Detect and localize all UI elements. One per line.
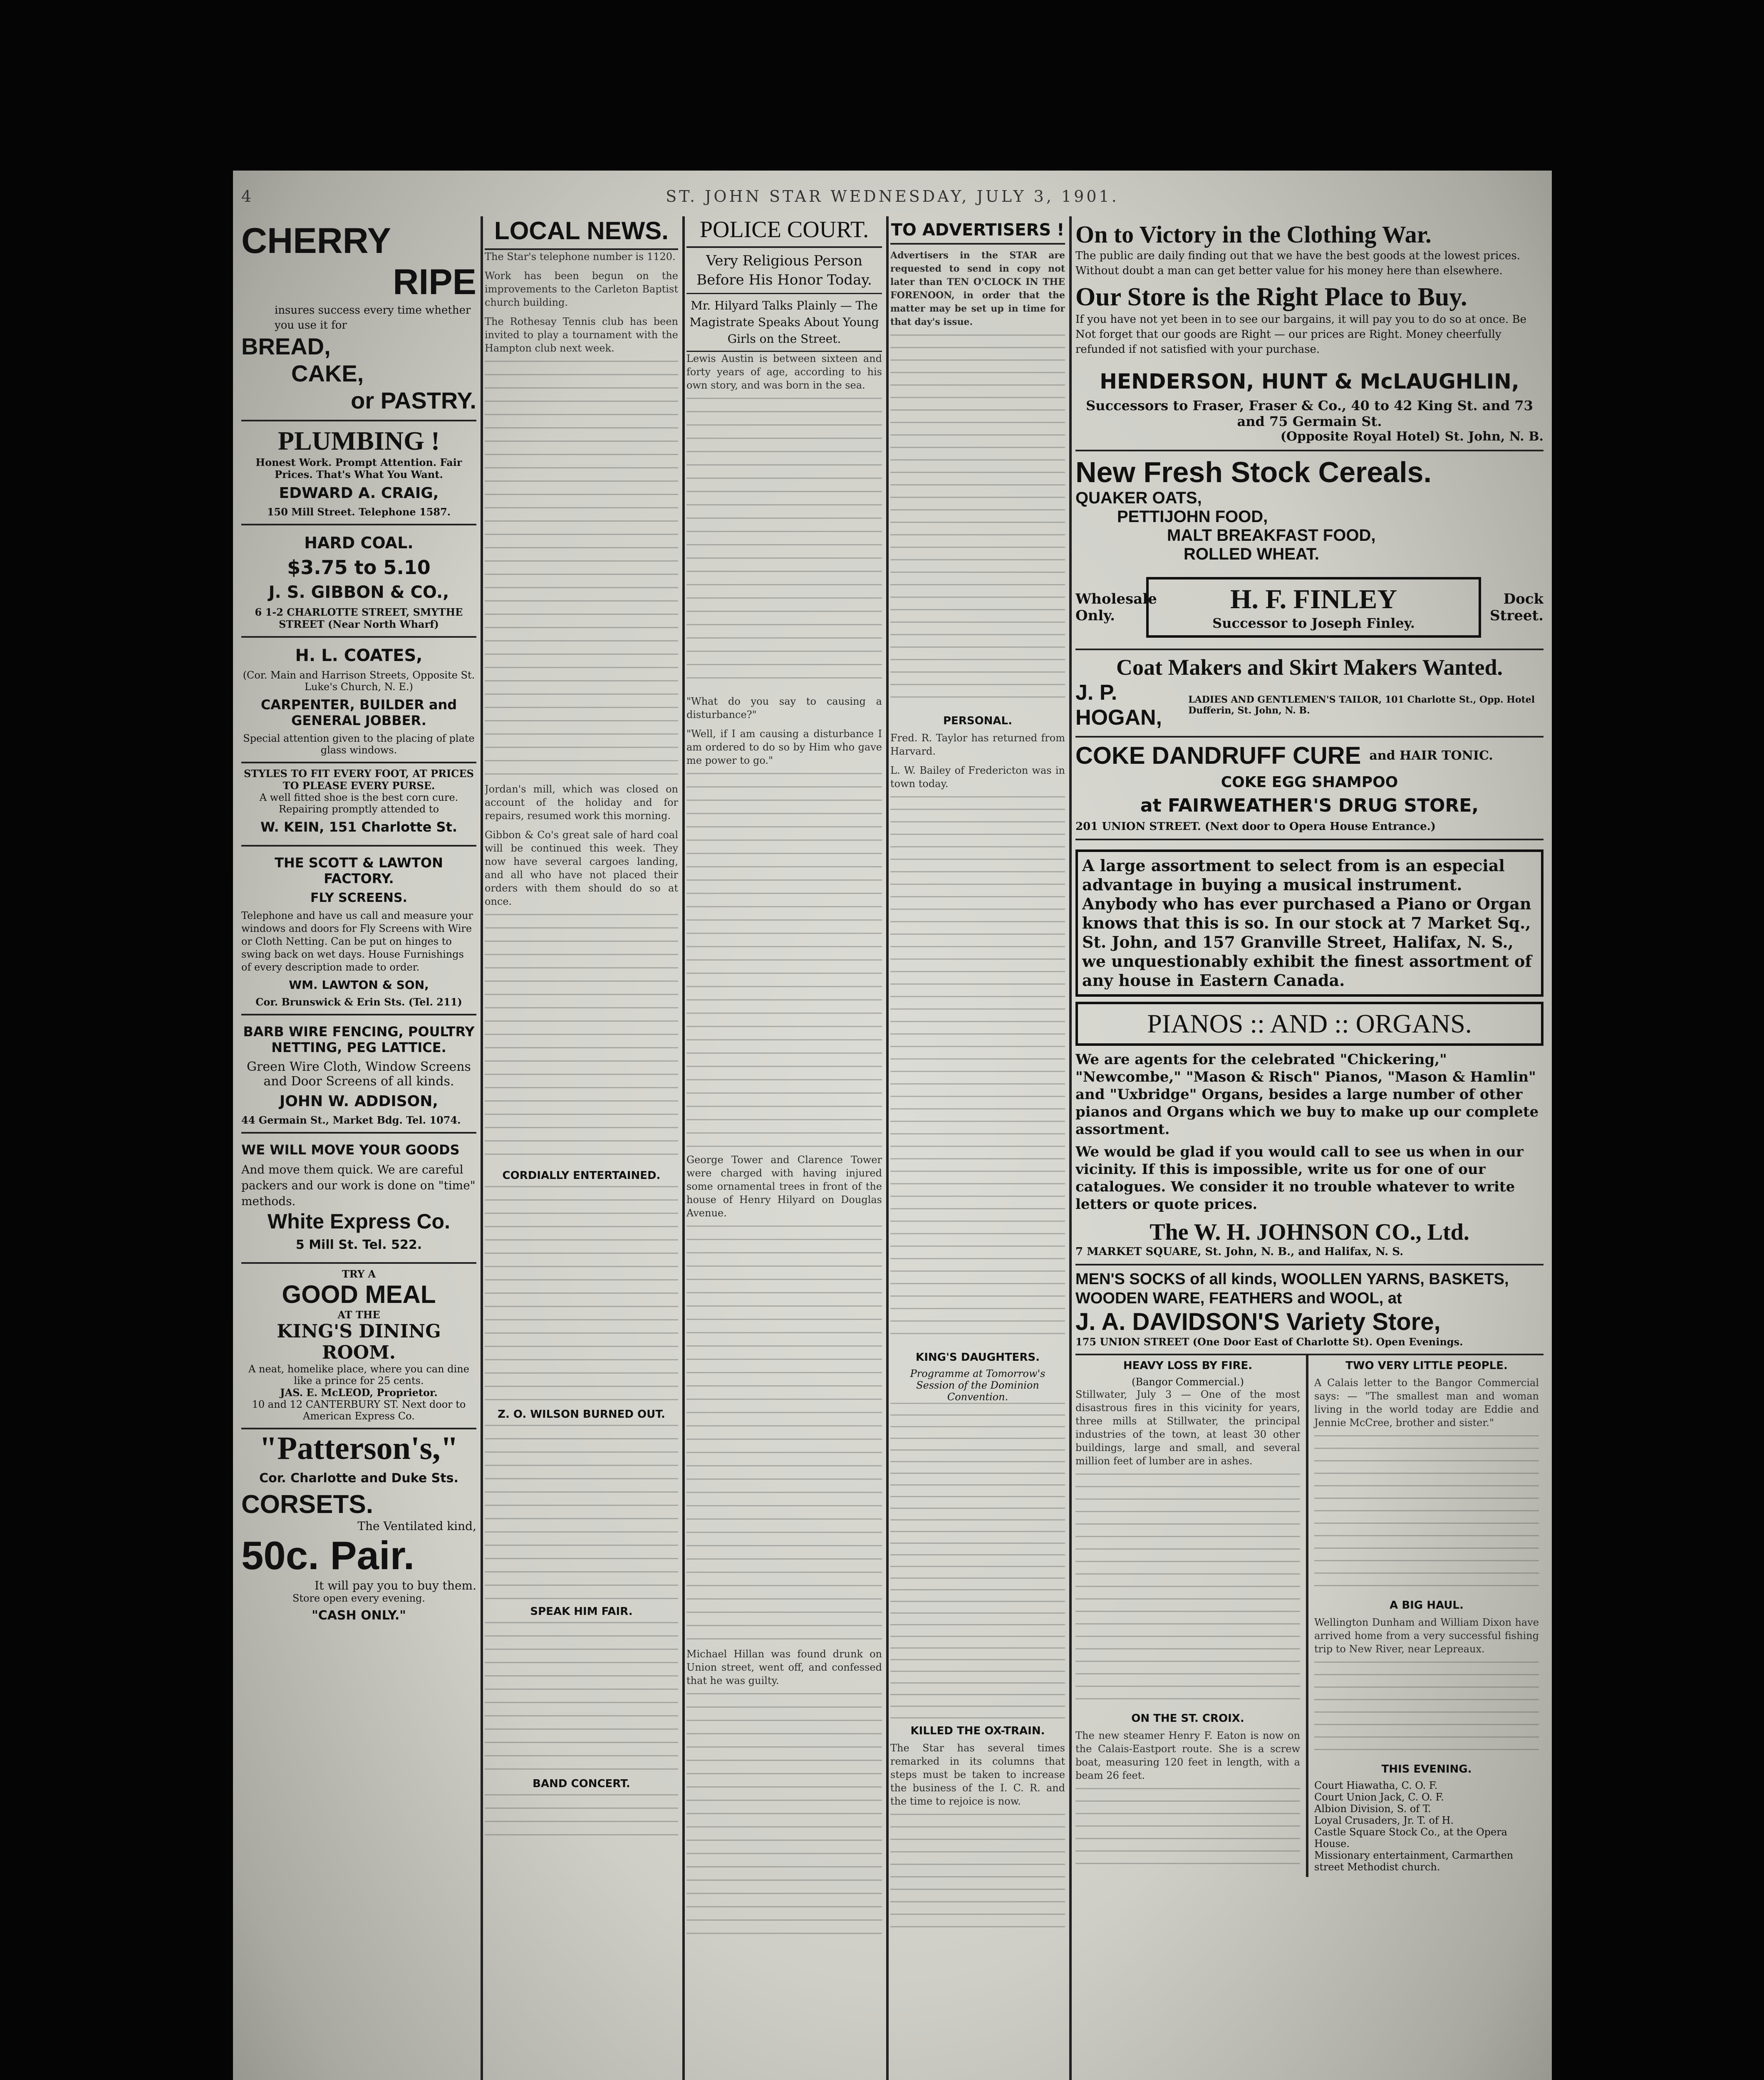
personal-paragraph: L. W. Bailey of Fredericton was in town today. bbox=[890, 765, 1065, 790]
evening-title: THIS EVENING. bbox=[1381, 1763, 1472, 1775]
news-column-left bbox=[1075, 1355, 1300, 1877]
lawton-name: WM. LAWTON & SON, bbox=[289, 978, 429, 992]
advertisers-title: TO ADVERTISERS ! bbox=[890, 220, 1065, 245]
coal-ad bbox=[241, 525, 476, 638]
killed-paragraph: The Star has several times remarked in its columns that steps must be taken to increase the business of the I. C. R. and the time to rejoice is now. bbox=[890, 1742, 1065, 1807]
hogan-sub: LADIES AND GENTLEMEN'S TAILOR, 101 Charlotte St., Opp. Hotel Dufferin, St. John, N. B. bbox=[1188, 694, 1535, 716]
kein-name: W. KEIN, 151 Charlotte St. bbox=[260, 819, 458, 835]
at-the-line: AT THE bbox=[337, 1309, 380, 1321]
styles-line: STYLES TO FIT EVERY FOOT, AT PRICES TO PLEASE EVERY PURSE. bbox=[244, 768, 474, 792]
police-paragraph: George Tower and Clarence Tower were charged with having injured some ornamental trees in front of the house of Henry Hilyard on Douglas Avenue. bbox=[686, 1154, 882, 1219]
wholesale-label: Wholesale Only. bbox=[1075, 591, 1157, 624]
barb-text: Green Wire Cloth, Window Screens and Door Screens of all kinds. bbox=[247, 1060, 471, 1089]
kein-ad bbox=[241, 763, 476, 847]
evening-item: Missionary entertainment, Carmarthen street Methodist church. bbox=[1314, 1850, 1514, 1873]
cereal-item: PETTIJOHN FOOD, bbox=[1117, 508, 1268, 526]
police-text-block bbox=[686, 773, 882, 1147]
cereal-item: ROLLED WHEAT. bbox=[1184, 545, 1319, 563]
personal-title: PERSONAL. bbox=[943, 715, 1012, 727]
page-header bbox=[241, 187, 1544, 212]
column-text-block bbox=[890, 334, 1065, 709]
move-text: And move them quick. We are careful packers and our work is done on "time" methods. bbox=[241, 1163, 476, 1208]
column-text-block bbox=[890, 1814, 1065, 1939]
hogan-ad bbox=[1075, 650, 1544, 738]
davidson-ad bbox=[1075, 1265, 1544, 1355]
news-paragraph: The Rothesay Tennis club has been invited to play a tournament with the Hampton club next week. bbox=[485, 316, 678, 354]
kings-dining-ad bbox=[241, 1264, 476, 1429]
news-paragraph: Gibbon & Co's great sale of hard coal will be continued this week. They now have several cargoes landing, and all who have not placed their orders with them should do so at once. bbox=[485, 829, 678, 907]
finley-row bbox=[1075, 572, 1544, 643]
killed-title: KILLED THE OX-TRAIN. bbox=[910, 1725, 1045, 1737]
column-text-block bbox=[1314, 1662, 1539, 1757]
fly-text: Telephone and have us call and measure your windows and doors for Fly Screens with Wire or Cloth Netting. Can be put on hinges to swing back on wet days. House Furnishings of every description made to order. bbox=[241, 910, 473, 973]
ripe-word: RIPE bbox=[393, 262, 476, 302]
subhead-cordially: CORDIALLY ENTERTAINED. bbox=[502, 1169, 661, 1182]
column-ads-left bbox=[241, 216, 476, 2080]
evening-item: Loyal Crusaders, Jr. T. of H. bbox=[1314, 1815, 1454, 1826]
addison-name: JOHN W. ADDISON, bbox=[279, 1093, 439, 1110]
store-text: If you have not yet been in to see our bargains, it will pay you to do so at once. Be Not forget that our goods are Right — our prices are Right. Money cheerfully refunded if not satisfied with your purchase. bbox=[1075, 313, 1526, 356]
column-rule bbox=[682, 216, 685, 2080]
white-express-ad bbox=[241, 1134, 476, 1264]
fly-title: FLY SCREENS. bbox=[310, 891, 407, 905]
cereals-ad bbox=[1075, 451, 1544, 650]
corsets-title: CORSETS. bbox=[241, 1490, 373, 1519]
try-line: TRY A bbox=[342, 1268, 376, 1280]
johnson-name: The W. H. JOHNSON CO., Ltd. bbox=[1150, 1219, 1469, 1245]
personal-paragraph: Fred. R. Taylor has returned from Harvard. bbox=[890, 732, 1065, 757]
patterson-ad bbox=[241, 1429, 476, 1623]
addison-address: 44 Germain St., Market Bdg. Tel. 1074. bbox=[241, 1114, 461, 1126]
kein-text: A well fitted shoe is the best corn cure. Repairing promptly attended to bbox=[259, 792, 458, 815]
people-title: TWO VERY LITTLE PEOPLE. bbox=[1345, 1359, 1508, 1372]
news-column-right bbox=[1314, 1355, 1539, 1877]
cherry-ripe-ad bbox=[241, 216, 476, 421]
coates-ad bbox=[241, 638, 476, 763]
patterson-name: "Patterson's," bbox=[259, 1430, 458, 1466]
davidson-name: J. A. DAVIDSON'S Variety Store, bbox=[1075, 1308, 1441, 1335]
police-paragraph: "What do you say to causing a disturbance?" bbox=[686, 696, 882, 721]
subhead-speak: SPEAK HIM FAIR. bbox=[530, 1605, 633, 1618]
hogan-row bbox=[1075, 680, 1544, 730]
pastry-word: or PASTRY. bbox=[351, 387, 476, 414]
subhead-wilson: Z. O. WILSON BURNED OUT. bbox=[498, 1408, 665, 1421]
news-text-block bbox=[485, 1622, 678, 1772]
johnson-ad bbox=[1075, 840, 1544, 1265]
news-paragraph: Work has been begun on the improvements to the Carleton Baptist church building. bbox=[485, 270, 678, 308]
news-text-block bbox=[485, 361, 678, 777]
gibbon-name: J. S. GIBBON & CO., bbox=[268, 583, 449, 602]
coal-price: $3.75 to 5.10 bbox=[287, 556, 431, 579]
cherry-text: insures success every time whether you use it for bbox=[275, 304, 471, 332]
bottom-news-columns bbox=[1075, 1355, 1544, 1877]
scott-lawton-ad bbox=[241, 847, 476, 1015]
police-deck-2: Mr. Hilyard Talks Plainly — The Magistrate Speaks About Young Girls on the Street. bbox=[686, 294, 882, 352]
fire-title: HEAVY LOSS BY FIRE. bbox=[1123, 1359, 1253, 1372]
column-ads-right bbox=[1075, 216, 1544, 2080]
kings-dining-name: KING'S DINING ROOM. bbox=[277, 1321, 441, 1363]
kings-dining-text: A neat, homelike place, where you can dine like a prince for 25 cents. bbox=[248, 1363, 469, 1387]
cereal-item: QUAKER OATS, bbox=[1075, 489, 1202, 507]
cherry-word: CHERRY bbox=[241, 221, 391, 261]
police-deck-1: Very Religious Person Before His Honor Today. bbox=[686, 248, 882, 294]
evening-item: Court Union Jack, C. O. F. bbox=[1314, 1791, 1444, 1803]
column-advertisers-personal bbox=[890, 216, 1065, 2080]
craig-address: 150 Mill Street. Telephone 1587. bbox=[267, 506, 451, 518]
pay-line: It will pay you to buy them. bbox=[315, 1579, 476, 1592]
davidson-items: MEN'S SOCKS of all kinds, WOOLLEN YARNS, BASKETS, WOODEN WARE, FEATHERS and WOOL, at bbox=[1075, 1270, 1509, 1307]
white-express-address: 5 Mill St. Tel. 522. bbox=[295, 1238, 422, 1252]
fairweather-ad bbox=[1075, 738, 1544, 840]
shampoo-line: COKE EGG SHAMPOO bbox=[1221, 774, 1398, 791]
subhead-band: BAND CONCERT. bbox=[533, 1778, 630, 1790]
coke-title: COKE DANDRUFF CURE bbox=[1075, 742, 1361, 769]
hogan-name: J. P. HOGAN, bbox=[1075, 681, 1162, 730]
henderson-opposite: (Opposite Royal Hotel) St. John, N. B. bbox=[1280, 429, 1544, 444]
advertisers-notice: Advertisers in the STAR are requested to send in copy not later than TEN O'CLOCK IN THE FORENOON, in order that the matter may be set up in time for that day's issue. bbox=[890, 250, 1065, 327]
pianos-organs-title: PIANOS :: AND :: ORGANS. bbox=[1075, 1002, 1544, 1046]
coat-makers-title: Coat Makers and Skirt Makers Wanted. bbox=[1116, 655, 1503, 680]
police-paragraph: Michael Hillan was found drunk on Union street, went off, and confessed that he was guilty. bbox=[686, 1648, 882, 1686]
white-express-name: White Express Co. bbox=[268, 1210, 450, 1233]
evening-item: Castle Square Stock Co., at the Opera House. bbox=[1314, 1826, 1507, 1850]
lawton-address: Cor. Brunswick & Erin Sts. (Tel. 211) bbox=[255, 996, 462, 1008]
finley-sub: Successor to Joseph Finley. bbox=[1212, 615, 1415, 631]
column-local-news bbox=[485, 216, 678, 2080]
police-text-block bbox=[686, 398, 882, 689]
gibbon-address: 6 1-2 CHARLOTTE STREET, SMYTHE STREET (Near North Wharf) bbox=[255, 606, 463, 630]
column-text-block bbox=[1075, 1788, 1300, 1871]
johnson-address: 7 MARKET SQUARE, St. John, N. B., and Halifax, N. S. bbox=[1075, 1246, 1404, 1258]
evening-item: Albion Division, S. of T. bbox=[1314, 1803, 1431, 1815]
clothing-ad bbox=[1075, 216, 1544, 451]
fairweather-address: 201 UNION STREET. (Next door to Opera House Entrance.) bbox=[1075, 820, 1436, 833]
kings-daughters-title: KING'S DAUGHTERS. bbox=[916, 1351, 1040, 1364]
patterson-address: Cor. Charlotte and Duke Sts. bbox=[259, 1471, 458, 1486]
coates-name: H. L. COATES, bbox=[295, 646, 423, 665]
bread-word: BREAD, bbox=[241, 333, 331, 359]
agents-text: We are agents for the celebrated "Chickering," "Newcombe," "Mason & Risch" Pianos, "Mason & Hamlin" and "Uxbridge" Organs, besides a large number of other pianos and Organs which we buy to make up our complete assortment. bbox=[1075, 1051, 1539, 1138]
music-box: A large assortment to select from is an especial advantage in buying a musical instrument. Anybody who has ever purchased a Piano or Organ knows that this is so. In our stock at 7 Market Sq., St. John, and 157 Granville Street, Halifax, N. S., we unquestionably exhibit the finest assortment of any house in Eastern Canada. bbox=[1075, 849, 1544, 997]
evening-item: Court Hiawatha, C. O. F. bbox=[1314, 1780, 1438, 1791]
cereals-title: New Fresh Stock Cereals. bbox=[1075, 456, 1432, 488]
store-title: Our Store is the Right Place to Buy. bbox=[1075, 283, 1467, 311]
police-text-block bbox=[686, 1693, 882, 1943]
column-text-block bbox=[890, 1403, 1065, 1719]
carpenter-text: Special attention given to the placing of plate glass windows. bbox=[243, 733, 475, 756]
police-text-block bbox=[686, 1226, 882, 1642]
addison-ad bbox=[241, 1015, 476, 1134]
finley-name: H. F. FINLEY bbox=[1230, 584, 1397, 614]
news-text-block bbox=[485, 1794, 678, 1844]
police-court-title: POLICE COURT. bbox=[686, 216, 882, 248]
mcleod-name: JAS. E. McLEOD, Proprietor. bbox=[280, 1387, 438, 1399]
croix-title: ON THE ST. CROIX. bbox=[1131, 1712, 1244, 1725]
column-rule bbox=[481, 216, 483, 2080]
police-paragraph: Lewis Austin is between sixteen and forty years of age, according to his own story, and was born in the sea. bbox=[686, 353, 882, 391]
news-text-block bbox=[485, 914, 678, 1164]
fairweather-name: at FAIRWEATHER'S DRUG STORE, bbox=[1140, 795, 1479, 816]
corset-price: 50c. Pair. bbox=[241, 1533, 415, 1578]
davidson-address: 175 UNION STREET (One Door East of Charlotte St). Open Evenings. bbox=[1075, 1336, 1463, 1348]
column-police-court bbox=[686, 216, 882, 2080]
victory-title: On to Victory in the Clothing War. bbox=[1075, 221, 1432, 248]
plumbing-text: Honest Work. Prompt Attention. Fair Prices. That's What You Want. bbox=[255, 456, 462, 480]
column-rule bbox=[1069, 216, 1072, 2080]
mcleod-address: 10 and 12 CANTERBURY ST. Next door to American Express Co. bbox=[252, 1399, 466, 1422]
coke-row bbox=[1075, 742, 1544, 770]
good-meal: GOOD MEAL bbox=[282, 1280, 436, 1308]
henderson-name: HENDERSON, HUNT & McLAUGHLIN, bbox=[1100, 369, 1519, 394]
police-paragraph: "Well, if I am causing a disturbance I am ordered to do so by Him who gave me power to go." bbox=[686, 728, 882, 766]
cash-only: "CASH ONLY." bbox=[312, 1608, 406, 1623]
newspaper-page bbox=[233, 171, 1552, 2080]
coal-title: HARD COAL. bbox=[304, 534, 414, 552]
programme-subtitle: Programme at Tomorrow's Session of the Dominion Convention. bbox=[910, 1368, 1046, 1403]
news-text-block bbox=[485, 1186, 678, 1402]
carpenter-title: CARPENTER, BUILDER and GENERAL JOBBER. bbox=[260, 697, 457, 728]
dock-label: Dock Street. bbox=[1490, 591, 1544, 624]
finley-box bbox=[1146, 577, 1481, 638]
page-number: 4 bbox=[241, 187, 254, 206]
fire-paragraph: Stillwater, July 3 — One of the most disastrous fires in this vicinity for years, three mills at Stillwater, the principal industries of the town, at least 30 other buildings, large and small, and several million feet of lumber are in ashes. bbox=[1075, 1389, 1300, 1467]
masthead: ST. JOHN STAR WEDNESDAY, JULY 3, 1901. bbox=[666, 187, 1119, 206]
plumbing-ad bbox=[241, 421, 476, 525]
fire-source: (Bangor Commercial.) bbox=[1132, 1376, 1244, 1388]
victory-text: The public are daily finding out that we have the best goods at the lowest prices. Without doubt a man can get better value for his money here than elsewhere. bbox=[1075, 250, 1521, 277]
column-text-block bbox=[1314, 1435, 1539, 1593]
column-text-block bbox=[890, 796, 1065, 1345]
croix-paragraph: The new steamer Henry F. Eaton is now on the Calais-Eastport route. She is a screw boat, measuring 120 feet in length, with a beam 26 feet. bbox=[1075, 1730, 1300, 1781]
column-text-block bbox=[1075, 1473, 1300, 1706]
move-title: WE WILL MOVE YOUR GOODS bbox=[241, 1142, 460, 1158]
local-news-title: LOCAL NEWS. bbox=[485, 216, 678, 250]
column-rule bbox=[886, 216, 889, 2080]
column-rule bbox=[1306, 1355, 1308, 1877]
cereal-item: MALT BREAKFAST FOOD, bbox=[1167, 526, 1376, 545]
plumbing-title: PLUMBING ! bbox=[277, 426, 440, 456]
news-paragraph: Jordan's mill, which was closed on account of the holiday and for repairs, resumed work this morning. bbox=[485, 783, 678, 822]
news-paragraph: The Star's telephone number is 1120. bbox=[485, 251, 676, 262]
coke-tonic: and HAIR TONIC. bbox=[1369, 748, 1493, 763]
ventilated-line: The Ventilated kind, bbox=[357, 1519, 476, 1533]
scott-title: THE SCOTT & LAWTON FACTORY. bbox=[275, 855, 443, 886]
craig-name: EDWARD A. CRAIG, bbox=[279, 485, 439, 502]
coates-address: (Cor. Main and Harrison Streets, Opposite St. Luke's Church, N. E.) bbox=[243, 669, 475, 693]
haul-paragraph: Wellington Dunham and William Dixon have arrived home from a very successful fishing trip to New River, near Lepreaux. bbox=[1314, 1617, 1539, 1655]
barb-title: BARB WIRE FENCING, POULTRY NETTING, PEG LATTICE. bbox=[243, 1024, 475, 1055]
henderson-sub: Successors to Fraser, Fraser & Co., 40 to 42 King St. and 73 and 75 Germain St. bbox=[1086, 398, 1533, 429]
glad-text: We would be glad if you would call to see us when in our vicinity. If this is impossible, write us for one of our catalogues. We consider it no trouble whatever to write letters or quote prices. bbox=[1075, 1144, 1524, 1213]
cake-word: CAKE, bbox=[291, 360, 364, 386]
open-line: Store open every evening. bbox=[292, 1592, 426, 1604]
people-paragraph: A Calais letter to the Bangor Commercial says: — "The smallest man and woman living in the world today are Eddie and Jennie McCree, brother and sister." bbox=[1314, 1377, 1539, 1429]
news-text-block bbox=[485, 1425, 678, 1600]
haul-title: A BIG HAUL. bbox=[1390, 1599, 1464, 1612]
